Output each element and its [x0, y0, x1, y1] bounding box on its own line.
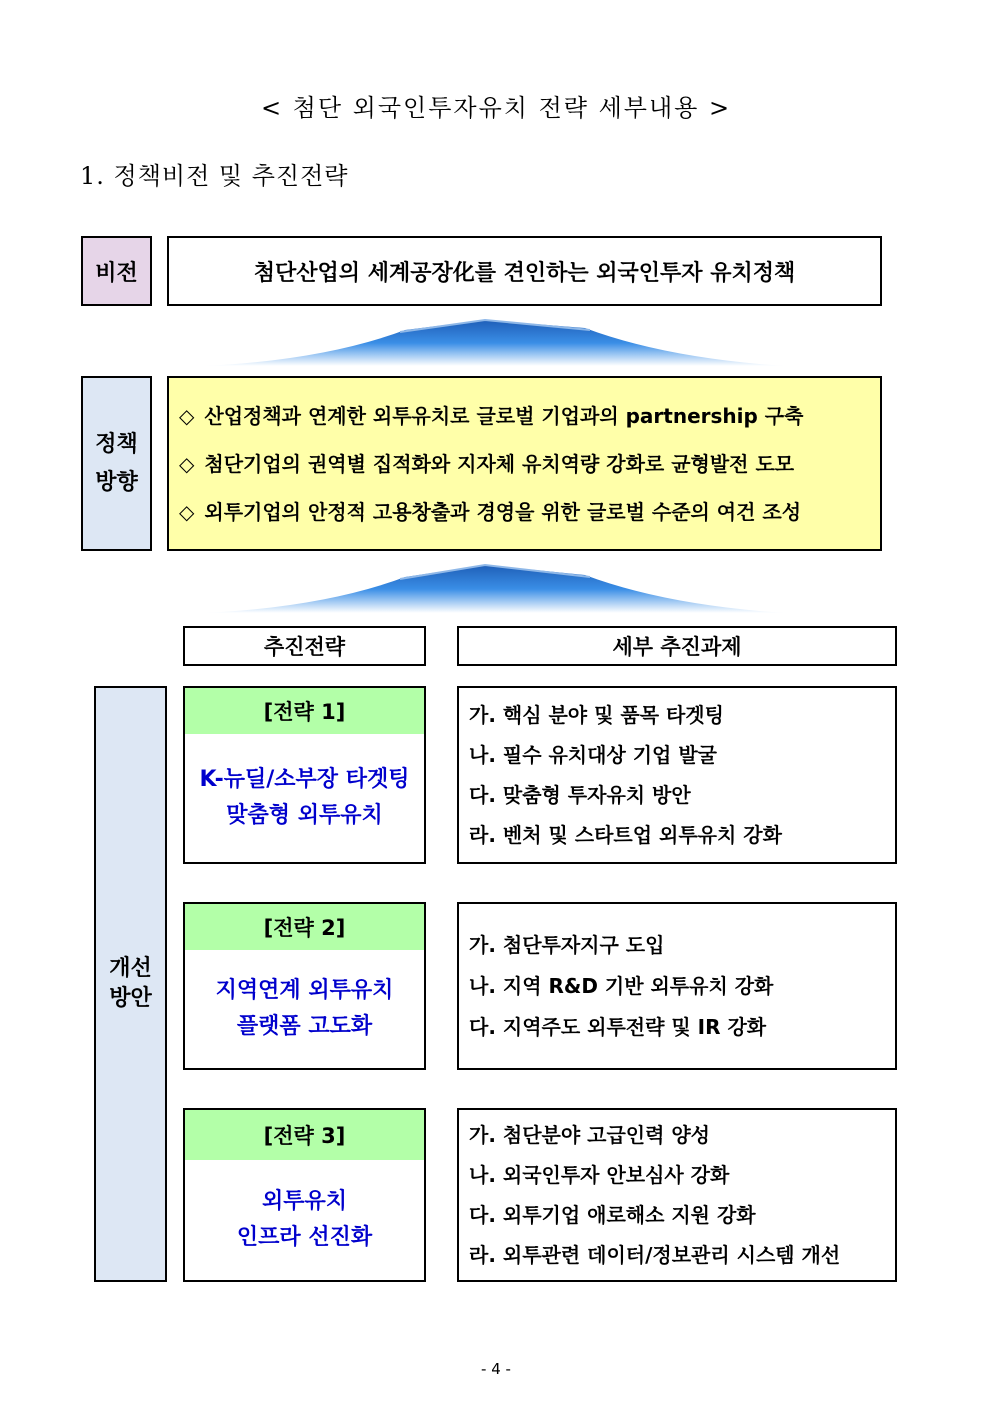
task-item: 나. 외국인투자 안보심사 강화 — [469, 1163, 730, 1187]
vision-label: 비전 — [81, 236, 152, 306]
strategy-body: 외투유치 인프라 선진화 — [236, 1189, 373, 1250]
policy-item: ◇ 외투기업의 안정적 고용창출과 경영을 위한 글로벌 수준의 여건 조성 — [179, 499, 802, 524]
strategy-header: [전략 3] — [185, 1110, 424, 1160]
task-item: 다. 지역주도 외투전략 및 IR 강화 — [469, 1014, 767, 1039]
vision-text: 첨단산업의 세계공장化를 견인하는 외국인투자 유치정책 — [167, 236, 882, 306]
task-item: 라. 외투관련 데이터/정보관리 시스템 개선 — [469, 1243, 841, 1267]
up-arrow-icon — [205, 318, 785, 368]
strategy-header: [전략 1] — [185, 688, 424, 734]
strategy-body: K-뉴딜/소부장 타겟팅 맞춤형 외투유치 — [199, 767, 410, 828]
task-item: 나. 필수 유치대상 기업 발굴 — [469, 743, 717, 767]
task-list-1 — [457, 686, 897, 864]
task-item: 다. 외투기업 애로해소 지원 강화 — [469, 1203, 756, 1227]
diamond-bullet-icon: ◇ — [179, 451, 195, 476]
policy-item: ◇ 산업정책과 연계한 외투유치로 글로벌 기업과의 partnership 구축 — [179, 403, 804, 428]
strategy-card-3 — [183, 1108, 426, 1282]
strategy-card-1 — [183, 686, 426, 864]
task-list-2 — [457, 902, 897, 1070]
diamond-bullet-icon: ◇ — [179, 403, 195, 428]
improvement-label: 개선 방안 — [94, 686, 167, 1282]
tasks-column-header: 세부 추진과제 — [457, 626, 897, 666]
task-item: 나. 지역 R&D 기반 외투유치 강화 — [469, 973, 774, 998]
task-item: 다. 맞춤형 투자유치 방안 — [469, 783, 691, 807]
policy-label-line1: 정책 — [95, 431, 138, 457]
task-item: 가. 첨단분야 고급인력 양성 — [469, 1123, 711, 1147]
policy-direction-box — [167, 376, 882, 551]
strategy-column-header: 추진전략 — [183, 626, 426, 666]
strategy-header: [전략 2] — [185, 904, 424, 950]
document-title: < 첨단 외국인투자유치 전략 세부내용 > — [260, 94, 732, 122]
up-arrow-icon — [205, 563, 785, 615]
policy-item: ◇ 첨단기업의 권역별 집적화와 지자체 유치역량 강화로 균형발전 도모 — [179, 451, 795, 476]
task-item: 가. 첨단투자지구 도입 — [469, 932, 665, 957]
policy-label — [81, 376, 152, 551]
task-item: 가. 핵심 분야 및 품목 타겟팅 — [469, 703, 724, 727]
strategy-card-2 — [183, 902, 426, 1070]
policy-label-line2: 방향 — [95, 469, 138, 495]
page-number: - 4 - — [481, 1360, 511, 1378]
diamond-bullet-icon: ◇ — [179, 499, 195, 524]
task-item: 라. 벤처 및 스타트업 외투유치 강화 — [469, 823, 782, 847]
task-list-3 — [457, 1108, 897, 1282]
strategy-body: 지역연계 외투유치 플랫폼 고도화 — [215, 978, 394, 1039]
section-title: 1. 정책비전 및 추진전략 — [80, 162, 349, 190]
